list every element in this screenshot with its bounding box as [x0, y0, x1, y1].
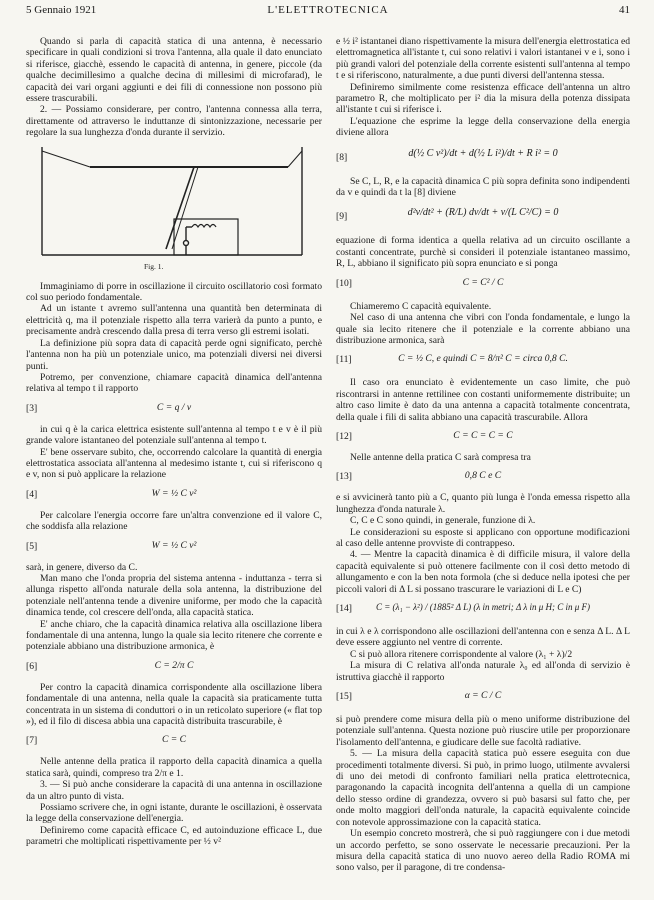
- equation-4: [26, 484, 322, 506]
- paragraph: in cui q è la carica elettrica esistente sull'antenna al tempo t e v è il più grande valore istantaneo del potenziale sull'antenna al tempo t.: [26, 423, 322, 447]
- paragraph: 2. — Possiamo considerare, per contro, l'antenna connessa alla terra, direttamente od attraverso le induttanze di sintonizzazione, necessarie per regolare la sua lunghezza d'onda durante il servizio.: [26, 104, 322, 139]
- paragraph: Nelle antenne della pratica C sarà compresa tra: [350, 451, 531, 463]
- paragraph: Man mano che l'onda propria del sistema antenna - induttanza - terra si allunga rispetto all'onda naturale della sola antenna, la distribuzione del potenziale nell'antenna tende a divenire uniforme, per modo che la capacità dinamica tende, col crescere dell'onda, alla capacità statica.: [26, 572, 322, 619]
- inductance-coil: [192, 224, 216, 227]
- equation-body: C = C: [161, 734, 187, 746]
- figure-1: [26, 145, 322, 277]
- paragraph: La misura di C relativa all'onda naturale λ₀ ed all'onda di servizio è istruttiva giacchè il rapporto: [336, 660, 630, 683]
- paragraph: Nel caso di una antenna che vibri con l'onda fondamentale, e lungo la quale sia lecito ritenere che il potenziale e la corrente abbiano una distribuzione armonica, sarà: [336, 312, 630, 346]
- paragraph: Per calcolare l'energia occorre fare un'altra convenzione ed il valore C, che soddisfa alla relazione: [26, 509, 322, 533]
- equation-body: α = C / C: [464, 690, 502, 702]
- header-page-number: 41: [619, 4, 630, 16]
- equation-number: [7]: [26, 735, 38, 747]
- equation-number: [5]: [26, 540, 38, 552]
- paragraph: C, C e C sono quindi, in generale, funzione di λ.: [350, 515, 536, 527]
- right-column: [336, 36, 630, 874]
- paragraph: Un esempio concreto mostrerà, che si può raggiungere con i due metodi un accordo perfetto, se sono osservate le necessarie precauzioni. Per la misura della capacità statica di uno nuovo aereo della Radio ROMA mi sono valso, per il paragone, di tre condensa-: [336, 828, 630, 874]
- page-header: [26, 4, 630, 20]
- equation-body: d(½ C v²)/dt + d(½ L i²)/dt + R i² = 0: [408, 147, 558, 159]
- equation-number: [15]: [336, 691, 352, 703]
- equation-body: 0,8 C e C: [464, 470, 502, 482]
- equation-body: C = ½ C, e quindi C = 8/π² C = circa 0,8 C.: [398, 353, 568, 365]
- equation-9: [336, 201, 630, 231]
- equation-body: d²v/dt² + (R/L) dv/dt + v/(L C²/C) = 0: [407, 207, 559, 219]
- equation-number: [10]: [336, 277, 352, 289]
- paragraph: Ad un istante t avremo sull'antenna una quantità ben determinata di elettricità q, ma il potenziale rispetto alla terra varierà da punto a punto, e precisamente andrà crescendo dalla presa di terra verso gli estremi isolati.: [26, 303, 322, 338]
- down-lead: [166, 167, 194, 249]
- paragraph: E' bene osservare subito, che, occorrendo calcolare la quantità di energia elettrostatica associata all'antenna al medesimo istante t, cui si riferiscono q e v, non si può applicare la relazione: [26, 446, 322, 481]
- equation-7: [26, 730, 322, 752]
- paragraph: 3. — Si può anche considerare la capacità di una antenna in oscillazione da un altro punto di vista.: [26, 779, 322, 802]
- antenna-diagram: [26, 145, 322, 277]
- paragraph: in cui λ e λ corrispondono alle oscillazioni dell'antenna con e senza Δ L. Δ L deve essere aggiunto nel ventre di corrente.: [336, 626, 630, 649]
- paragraph: Possiamo scrivere che, in ogni istante, durante le oscillazioni, è osservata la legge della conservazione dell'energia.: [26, 802, 322, 825]
- equation-body: C = 2/π C: [154, 659, 194, 671]
- paragraph: Il caso ora enunciato è evidentemente un caso limite, che può riscontrarsi in antenne rettilinee con costanti uniformemente distribuite; un altro caso limite è dato da una antenna a capacità totalmente concentrata, della quale i fili di salita abbiano una capacità trascurabile. Allora: [336, 377, 630, 423]
- paragraph: Le considerazioni su esposte si applicano con opportune modificazioni al caso delle antenne provviste di contrappeso.: [336, 526, 630, 549]
- paragraph: La definizione più sopra data di capacità perde ogni significato, perchè l'antenna non ha più un potenziale unico, ma potenziali diversi nei diversi punti.: [26, 337, 322, 372]
- equation-12: [336, 426, 630, 448]
- paragraph: Definiremo come capacità efficace C, ed autoinduzione efficace L, due parametri che moltiplicati rispettivamente per ½ v²: [26, 824, 322, 848]
- paragraph: L'equazione che esprime la legge della conservazione della energia diviene allora: [336, 115, 630, 139]
- equation-number: [6]: [26, 660, 38, 672]
- equation-10: [336, 273, 630, 297]
- equation-number: [9]: [336, 211, 348, 223]
- paragraph: 5. — La misura della capacità statica può essere eseguita con due procedimenti totalmente diversi. Si può, in primo luogo, utilmente avvalersi di uno dei metodi di confronto familiari nella pratica elettrotecnica, paragonando la capacità incognita dell'antenna a quella di un campione dello stesso ordine di grandezza, ovvero si può basarsi sul fatto che, per onde molto maggiori dell'onda naturale, la capacità equivalente coincide con notevole approssimazione con la capacità statica.: [336, 748, 630, 828]
- figure-caption: Fig. 1.: [144, 261, 164, 271]
- paragraph: Se C, L, R, e la capacità dinamica C più sopra definita sono indipendenti da v e quindi da t la [8] diviene: [336, 175, 630, 199]
- equation-3: [26, 398, 322, 420]
- equation-body: C = C² / C: [462, 276, 504, 288]
- equation-8: [336, 142, 630, 172]
- equation-13: [336, 466, 630, 488]
- equation-body: C = C = C = C: [453, 429, 513, 441]
- paragraph: E' anche chiaro, che la capacità dinamica relativa alla oscillazione libera fondamentale di una antenna, lungo la quale sia lecito ritenere che corrente e potenziale abbiano una distribuzione armonica, è: [26, 618, 322, 653]
- equation-number: [13]: [336, 471, 352, 483]
- paragraph: 4. — Mentre la capacità dinamica è di difficile misura, il valore della capacità equivalente si può ottenere facilmente con il così detto metodo di allungamento e con la ben nota formola (che si deduce nella ipotesi che per piccoli valori di Δ L si possano trascurare le variazioni di L e C): [336, 549, 630, 595]
- equation-number: [4]: [26, 488, 38, 500]
- left-column: [26, 36, 322, 848]
- equation-14: [336, 598, 630, 622]
- equation-5: [26, 536, 322, 558]
- equation-number: [11]: [336, 354, 352, 366]
- equation-body: C = q / v: [156, 401, 192, 413]
- paragraph: Quando si parla di capacità statica di una antenna, è necessario specificare in quali condizioni si trova l'antenna, alla quale il dato enunciato si riferisce, giacchè, essendo le capacità di antenna, in genere, piccole (da qualche decimillesimo a qualche decina di millesimi di microfarad), le capacità dei vari organi aggiunti e dei fili di connessione non possono più essere trascurabili.: [26, 36, 322, 105]
- paragraph: Per contro la capacità dinamica corrispondente alla oscillazione libera fondamentale di una antenna, nella quale la capacità sia praticamente tutta concentrata in un sistema di conduttori o in un reticolato superiore (« flat top »), ed il filo di discesa abbia una capacità distribuita trascurabile, è: [26, 681, 322, 728]
- header-date: 5 Gennaio 1921: [26, 4, 97, 16]
- header-journal: L'ELETTROTECNICA: [267, 4, 389, 16]
- paragraph: equazione di forma identica a quella relativa ad un circuito oscillante a costanti concentrate, purchè si consideri il potenziale istantaneo massimo, R, L, abbiano il significato più sopra enunciato e si ponga: [336, 235, 630, 270]
- equation-6: [26, 656, 322, 678]
- equation-15: [336, 686, 630, 710]
- paragraph: Definiremo similmente come resistenza efficace dell'antenna un altro parametro R, che moltiplicato per i² dia la misura della potenza dissipata all'istante t cui si riferisce i.: [336, 81, 630, 116]
- equation-number: [14]: [336, 603, 352, 614]
- paragraph: Chiameremo C capacità equivalente.: [350, 300, 492, 312]
- paragraph: Potremo, per convenzione, chiamare capacità dinamica dell'antenna relativa al tempo t il rapporto: [26, 371, 322, 395]
- paragraph: e ½ i² istantanei diano rispettivamente la misura dell'energia elettrostatica ed elettromagnetica all'istante t, cui sono relativi i valori istantanei v e i, sono i più grandi valori del potenziale della corrente esistenti sull'antenna al tempo t e si riferiscono, naturalmente, a due punti diversi dell'antenna stessa.: [336, 36, 630, 82]
- paragraph: sarà, in genere, diverso da C.: [26, 561, 138, 573]
- equation-body: C = (λ₁ − λ²) / (1885² Δ L) (λ in metri; Δ λ in μ H; C in μ F): [375, 602, 591, 612]
- equation-number: [12]: [336, 430, 352, 442]
- paragraph: Nelle antenne della pratica il rapporto della capacità dinamica a quella statica sarà, quindi, compreso tra 2/π e 1.: [26, 756, 322, 779]
- paragraph: Immaginiamo di porre in oscillazione il circuito oscillatorio così formato col suo periodo fondamentale.: [26, 280, 322, 304]
- equation-body: W = ½ C v²: [151, 487, 197, 499]
- equation-number: [3]: [26, 402, 38, 414]
- paragraph: C si può allora ritenere corrispondente al valore (λ₁ + λ)/2: [350, 648, 573, 660]
- equation-number: [8]: [336, 151, 348, 163]
- equation-body: W = ½ C v²: [151, 539, 197, 551]
- paragraph: si può prendere come misura della più o meno uniforme distribuzione del potenziale sull'antenna. Questa nozione può riuscire utile per proporzionare l'isolamento dell'antenna, e giudicare delle sue facoltà radiative.: [336, 714, 630, 748]
- equation-11: [336, 349, 630, 373]
- paragraph: e si avvicinerà tanto più a C, quanto più lunga è l'onda emessa rispetto alla lunghezza d'onda naturale λ.: [336, 492, 630, 515]
